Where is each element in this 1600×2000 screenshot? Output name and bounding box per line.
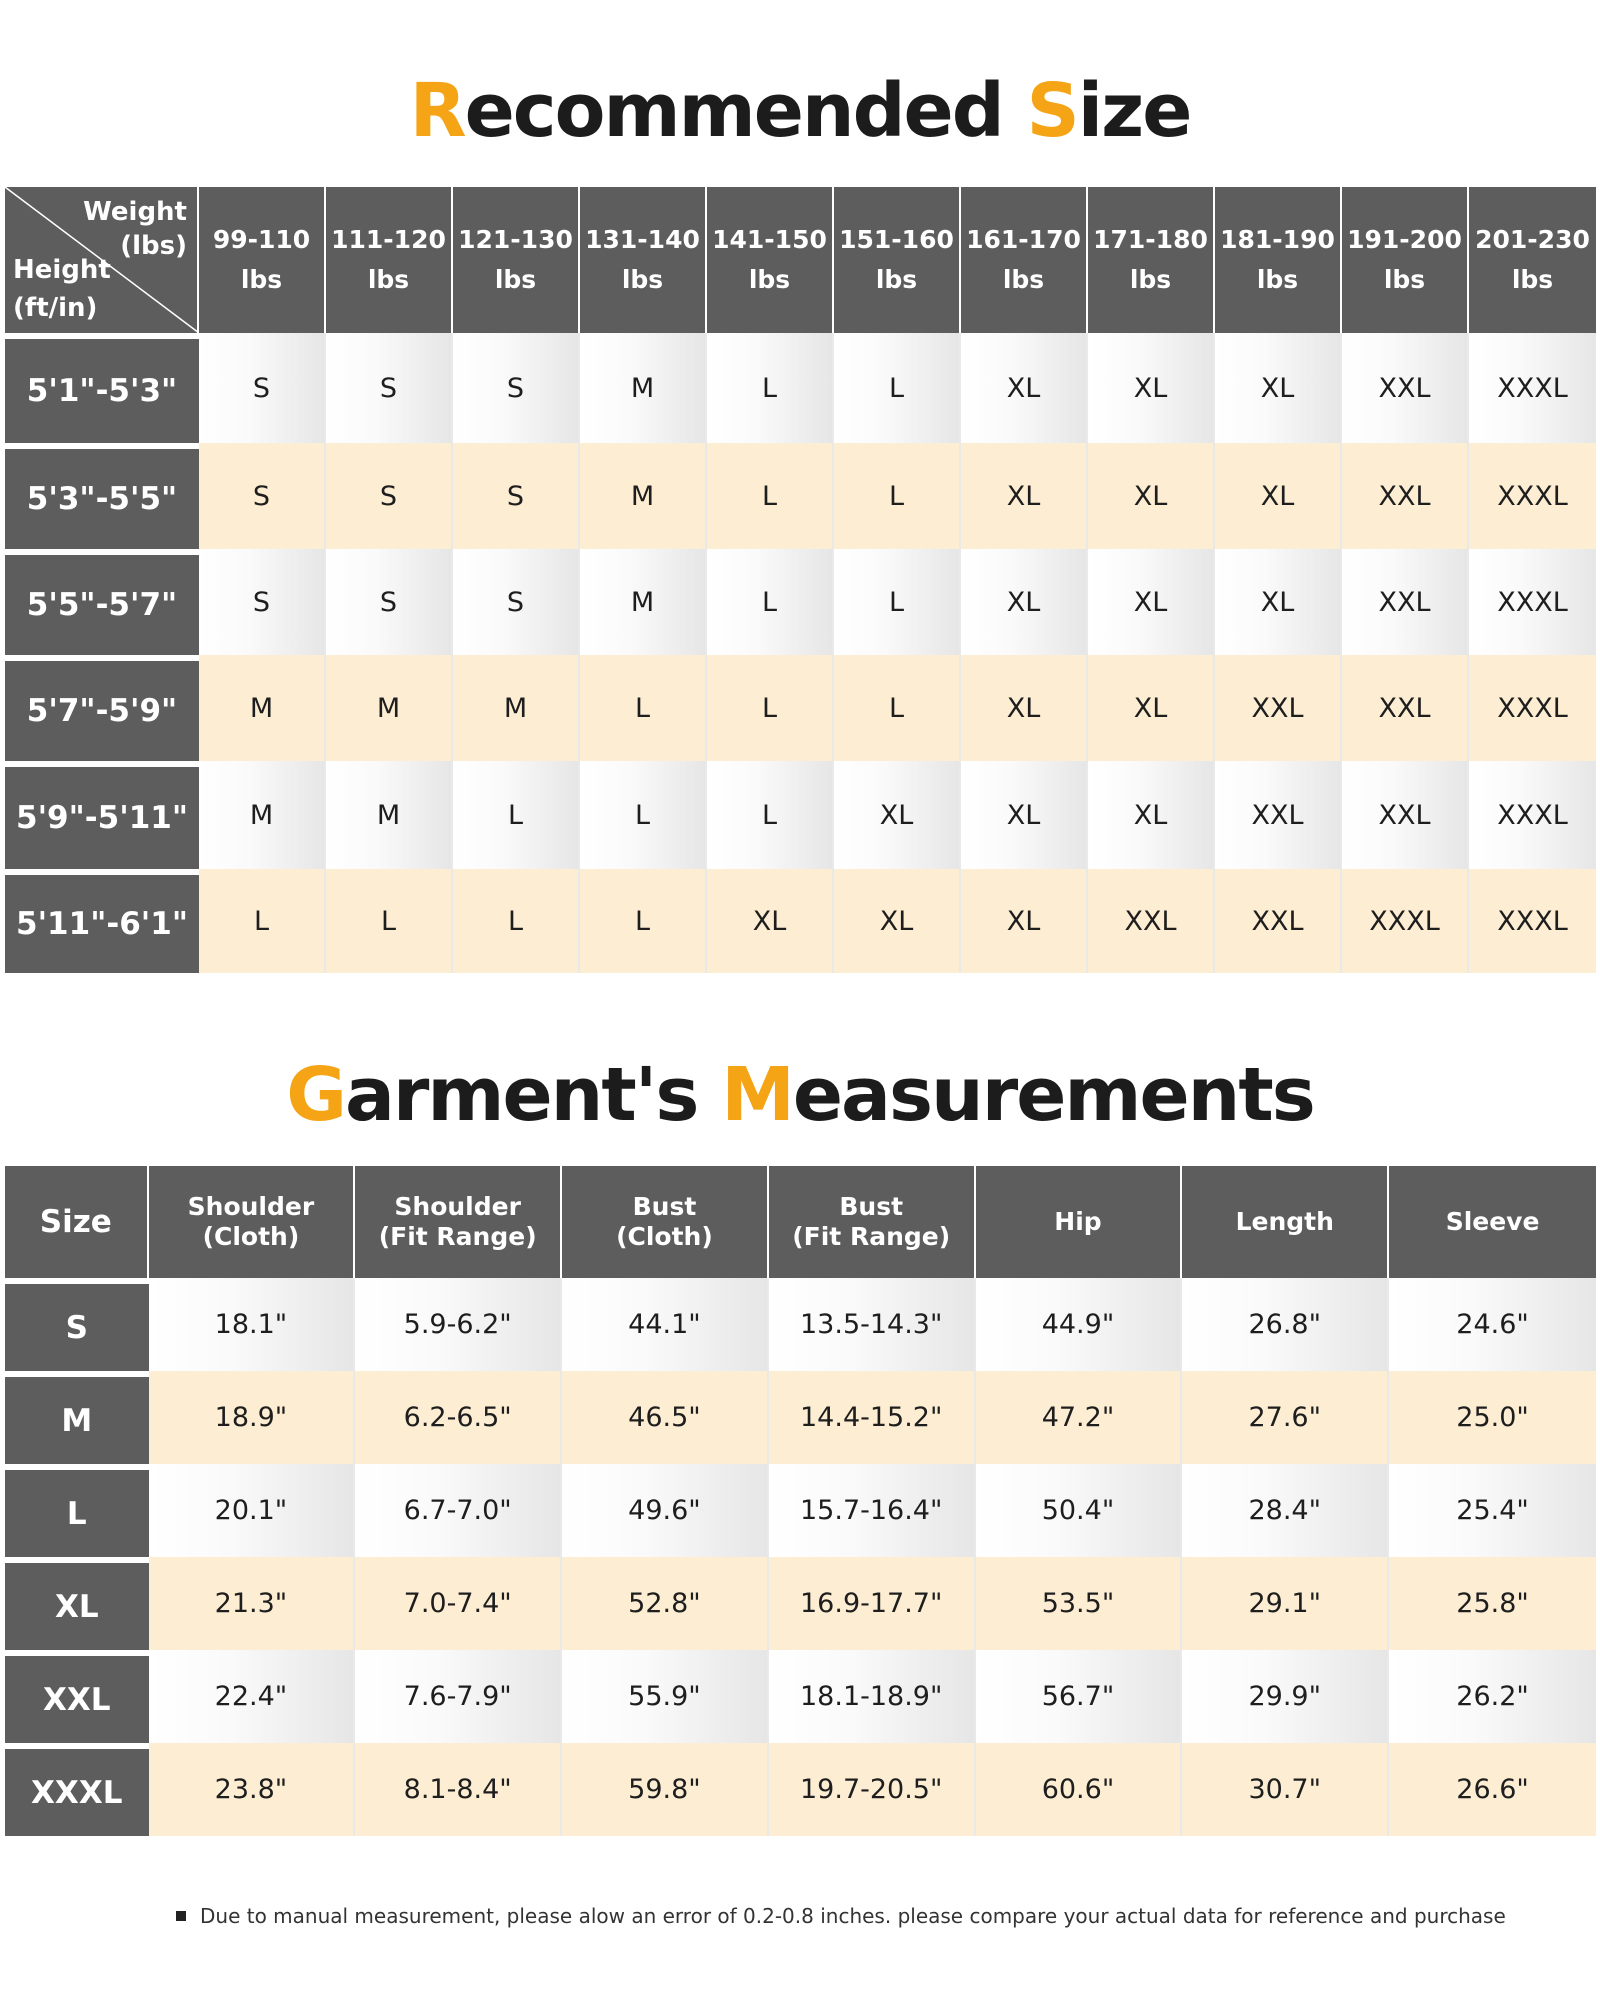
height-row-header: 5'1"-5'3" bbox=[5, 333, 199, 443]
height-weight-corner-header bbox=[5, 187, 199, 333]
measurement-cell: 49.6" bbox=[562, 1464, 769, 1557]
size-cell: L bbox=[834, 333, 961, 443]
measurement-column-header bbox=[769, 1166, 976, 1278]
size-cell: XL bbox=[1215, 549, 1342, 655]
size-cell: M bbox=[199, 655, 326, 761]
height-axis-label bbox=[13, 251, 111, 327]
size-cell: L bbox=[453, 869, 580, 973]
weight-range-label: lbs bbox=[748, 265, 791, 294]
title-accent-letter: G bbox=[286, 1052, 345, 1138]
size-cell: M bbox=[326, 655, 453, 761]
measurement-cell: 46.5" bbox=[562, 1371, 769, 1464]
size-cell: XXL bbox=[1342, 549, 1469, 655]
size-cell: XL bbox=[1215, 443, 1342, 549]
measurement-cell: 22.4" bbox=[149, 1650, 356, 1743]
size-cell: S bbox=[199, 443, 326, 549]
size-cell: L bbox=[453, 761, 580, 869]
weight-range-label: lbs bbox=[1256, 265, 1299, 294]
size-cell: L bbox=[834, 443, 961, 549]
size-row-header: XXXL bbox=[5, 1743, 149, 1836]
size-cell: S bbox=[453, 549, 580, 655]
measurement-cell: 59.8" bbox=[562, 1743, 769, 1836]
measurement-cell: 26.2" bbox=[1389, 1650, 1596, 1743]
weight-range-label: 181-190 bbox=[1220, 225, 1335, 254]
size-cell: XL bbox=[1215, 333, 1342, 443]
table-row bbox=[5, 443, 1596, 549]
size-cell: S bbox=[453, 333, 580, 443]
size-cell: XL bbox=[1088, 333, 1215, 443]
size-cell: XL bbox=[834, 869, 961, 973]
height-row-header: 5'7"-5'9" bbox=[5, 655, 199, 761]
measurement-column-header bbox=[5, 1166, 149, 1278]
bullet-icon bbox=[176, 1911, 186, 1921]
recommended-size-table bbox=[5, 187, 1596, 973]
size-cell: XL bbox=[834, 761, 961, 869]
weight-range-label: 111-120 bbox=[331, 225, 446, 254]
column-header-label: Shoulder bbox=[187, 1192, 315, 1221]
title-text: ize bbox=[1077, 68, 1191, 154]
measurement-cell: 7.6-7.9" bbox=[355, 1650, 562, 1743]
table-row bbox=[5, 1464, 1596, 1557]
size-cell: XXXL bbox=[1469, 761, 1596, 869]
size-cell: XXXL bbox=[1469, 333, 1596, 443]
weight-column-header bbox=[580, 187, 707, 333]
size-cell: S bbox=[199, 333, 326, 443]
size-cell: L bbox=[580, 655, 707, 761]
weight-range-label: 141-150 bbox=[712, 225, 827, 254]
size-cell: XXXL bbox=[1469, 869, 1596, 973]
column-header-label: Bust bbox=[839, 1192, 904, 1221]
weight-range-label: 171-180 bbox=[1093, 225, 1208, 254]
height-label-line2: (ft/in) bbox=[13, 293, 98, 323]
recommended-size-title bbox=[0, 68, 1600, 154]
column-header-label: (Cloth) bbox=[202, 1222, 300, 1251]
weight-range-label: lbs bbox=[1511, 265, 1554, 294]
measurement-cell: 15.7-16.4" bbox=[769, 1464, 976, 1557]
column-header-label: Hip bbox=[1054, 1207, 1102, 1236]
measurement-cell: 30.7" bbox=[1182, 1743, 1389, 1836]
measurement-cell: 26.8" bbox=[1182, 1278, 1389, 1371]
size-cell: S bbox=[453, 443, 580, 549]
size-row-header: L bbox=[5, 1464, 149, 1557]
measurement-cell: 50.4" bbox=[976, 1464, 1183, 1557]
weight-column-header bbox=[1215, 187, 1342, 333]
measurement-column-header bbox=[149, 1166, 356, 1278]
measurement-cell: 44.1" bbox=[562, 1278, 769, 1371]
measurement-cell: 24.6" bbox=[1389, 1278, 1596, 1371]
measurement-column-header bbox=[1182, 1166, 1389, 1278]
measurement-cell: 8.1-8.4" bbox=[355, 1743, 562, 1836]
measurement-cell: 5.9-6.2" bbox=[355, 1278, 562, 1371]
weight-column-header bbox=[961, 187, 1088, 333]
size-cell: M bbox=[453, 655, 580, 761]
size-row-header: M bbox=[5, 1371, 149, 1464]
weight-range-label: 121-130 bbox=[458, 225, 573, 254]
table-row bbox=[5, 1743, 1596, 1836]
size-cell: XL bbox=[1088, 761, 1215, 869]
column-header-label: (Cloth) bbox=[616, 1222, 713, 1251]
size-cell: XXL bbox=[1215, 869, 1342, 973]
weight-label-line2: (lbs) bbox=[120, 231, 187, 261]
size-cell: L bbox=[707, 443, 834, 549]
size-cell: L bbox=[707, 655, 834, 761]
height-row-header: 5'11"-6'1" bbox=[5, 869, 199, 973]
column-header-label: Sleeve bbox=[1445, 1207, 1540, 1236]
size-cell: M bbox=[199, 761, 326, 869]
measurement-cell: 18.1" bbox=[149, 1278, 356, 1371]
column-header-label: Length bbox=[1235, 1207, 1334, 1236]
measurement-cell: 60.6" bbox=[976, 1743, 1183, 1836]
weight-range-label: 99-110 bbox=[212, 225, 311, 254]
size-cell: XXL bbox=[1342, 655, 1469, 761]
measurement-cell: 53.5" bbox=[976, 1557, 1183, 1650]
size-cell: XXXL bbox=[1342, 869, 1469, 973]
weight-column-header bbox=[1088, 187, 1215, 333]
measurement-column-header bbox=[1389, 1166, 1596, 1278]
weight-range-label: lbs bbox=[240, 265, 283, 294]
measurement-cell: 6.7-7.0" bbox=[355, 1464, 562, 1557]
title-accent-letter: R bbox=[409, 68, 465, 154]
measurement-cell: 25.0" bbox=[1389, 1371, 1596, 1464]
weight-range-label: lbs bbox=[621, 265, 664, 294]
weight-label-line1: Weight bbox=[83, 197, 187, 227]
table-row bbox=[5, 655, 1596, 761]
height-row-header: 5'5"-5'7" bbox=[5, 549, 199, 655]
size-cell: S bbox=[326, 549, 453, 655]
size-cell: XL bbox=[1088, 655, 1215, 761]
size-cell: XL bbox=[961, 333, 1088, 443]
column-header-label: Shoulder bbox=[394, 1192, 521, 1221]
size-cell: L bbox=[707, 761, 834, 869]
weight-column-header bbox=[1342, 187, 1469, 333]
size-cell: M bbox=[580, 549, 707, 655]
measurement-cell: 52.8" bbox=[562, 1557, 769, 1650]
size-cell: XXL bbox=[1342, 761, 1469, 869]
table-row bbox=[5, 1650, 1596, 1743]
column-header-label: Size bbox=[39, 1204, 112, 1240]
weight-column-header bbox=[326, 187, 453, 333]
measurement-cell: 27.6" bbox=[1182, 1371, 1389, 1464]
measurement-cell: 19.7-20.5" bbox=[769, 1743, 976, 1836]
weight-column-header bbox=[453, 187, 580, 333]
measurement-cell: 47.2" bbox=[976, 1371, 1183, 1464]
garment-measurements-title bbox=[0, 1052, 1600, 1138]
title-text: ecommended bbox=[464, 68, 1027, 154]
weight-column-header bbox=[199, 187, 326, 333]
size-cell: XXL bbox=[1342, 443, 1469, 549]
table-row bbox=[5, 1371, 1596, 1464]
size-cell: M bbox=[326, 761, 453, 869]
measurement-cell: 13.5-14.3" bbox=[769, 1278, 976, 1371]
weight-range-label: 151-160 bbox=[839, 225, 954, 254]
measurement-column-header bbox=[562, 1166, 769, 1278]
column-header-label: Bust bbox=[632, 1192, 697, 1221]
size-cell: XL bbox=[961, 443, 1088, 549]
size-cell: L bbox=[834, 655, 961, 761]
size-cell: XXXL bbox=[1469, 655, 1596, 761]
measurement-cell: 26.6" bbox=[1389, 1743, 1596, 1836]
size-cell: L bbox=[580, 761, 707, 869]
measurement-column-header bbox=[976, 1166, 1183, 1278]
weight-range-label: lbs bbox=[1129, 265, 1172, 294]
measurement-cell: 16.9-17.7" bbox=[769, 1557, 976, 1650]
measurement-cell: 18.9" bbox=[149, 1371, 356, 1464]
size-cell: XL bbox=[1088, 549, 1215, 655]
column-header-label: (Fit Range) bbox=[378, 1222, 537, 1251]
table-row bbox=[5, 1557, 1596, 1650]
size-cell: S bbox=[326, 443, 453, 549]
height-row-header: 5'9"-5'11" bbox=[5, 761, 199, 869]
measurement-cell: 28.4" bbox=[1182, 1464, 1389, 1557]
measurement-cell: 14.4-15.2" bbox=[769, 1371, 976, 1464]
weight-range-label: 131-140 bbox=[585, 225, 700, 254]
weight-column-header bbox=[1469, 187, 1596, 333]
weight-range-label: lbs bbox=[1383, 265, 1426, 294]
measurement-cell: 20.1" bbox=[149, 1464, 356, 1557]
weight-column-header bbox=[707, 187, 834, 333]
size-cell: XXXL bbox=[1469, 549, 1596, 655]
measurement-cell: 21.3" bbox=[149, 1557, 356, 1650]
weight-range-label: 161-170 bbox=[966, 225, 1081, 254]
weight-range-label: lbs bbox=[875, 265, 918, 294]
measurement-cell: 18.1-18.9" bbox=[769, 1650, 976, 1743]
height-row-header: 5'3"-5'5" bbox=[5, 443, 199, 549]
measurement-cell: 25.4" bbox=[1389, 1464, 1596, 1557]
weight-range-label: 191-200 bbox=[1347, 225, 1462, 254]
size-cell: L bbox=[707, 333, 834, 443]
size-cell: XL bbox=[707, 869, 834, 973]
size-cell: XL bbox=[961, 655, 1088, 761]
weight-range-label: lbs bbox=[494, 265, 537, 294]
title-accent-letter: M bbox=[721, 1052, 793, 1138]
size-cell: XL bbox=[1088, 443, 1215, 549]
size-cell: XXL bbox=[1215, 655, 1342, 761]
table-row bbox=[5, 869, 1596, 973]
weight-range-label: lbs bbox=[1002, 265, 1045, 294]
weight-column-header bbox=[834, 187, 961, 333]
measurement-cell: 25.8" bbox=[1389, 1557, 1596, 1650]
size-cell: M bbox=[580, 333, 707, 443]
weight-range-label: lbs bbox=[367, 265, 410, 294]
size-cell: L bbox=[326, 869, 453, 973]
size-cell: M bbox=[580, 443, 707, 549]
title-text: easurements bbox=[792, 1052, 1314, 1138]
measurement-cell: 44.9" bbox=[976, 1278, 1183, 1371]
table-row bbox=[5, 761, 1596, 869]
measurement-cell: 23.8" bbox=[149, 1743, 356, 1836]
size-cell: XL bbox=[961, 761, 1088, 869]
weight-range-label: 201-230 bbox=[1475, 225, 1590, 254]
size-row-header: XXL bbox=[5, 1650, 149, 1743]
measurement-cell: 29.1" bbox=[1182, 1557, 1389, 1650]
height-label-line1: Height bbox=[13, 255, 111, 285]
measurement-footnote bbox=[176, 1904, 1506, 1928]
size-cell: L bbox=[199, 869, 326, 973]
table-row bbox=[5, 1278, 1596, 1371]
size-cell: S bbox=[326, 333, 453, 443]
table-row bbox=[5, 333, 1596, 443]
measurement-cell: 56.7" bbox=[976, 1650, 1183, 1743]
table-row bbox=[5, 549, 1596, 655]
size-row-header: XL bbox=[5, 1557, 149, 1650]
size-cell: XXL bbox=[1215, 761, 1342, 869]
size-cell: L bbox=[707, 549, 834, 655]
size-cell: XL bbox=[961, 549, 1088, 655]
size-cell: S bbox=[199, 549, 326, 655]
title-text: arment's bbox=[344, 1052, 722, 1138]
size-cell: XL bbox=[961, 869, 1088, 973]
garment-measurements-table bbox=[5, 1166, 1596, 1836]
measurement-column-header bbox=[355, 1166, 562, 1278]
size-row-header: S bbox=[5, 1278, 149, 1371]
title-accent-letter: S bbox=[1026, 68, 1078, 154]
footnote-text: Due to manual measurement, please alow an error of 0.2-0.8 inches. please compare your actual data for reference and purchase bbox=[200, 1904, 1506, 1928]
measurement-cell: 55.9" bbox=[562, 1650, 769, 1743]
measurement-cell: 7.0-7.4" bbox=[355, 1557, 562, 1650]
column-header-label: (Fit Range) bbox=[792, 1222, 951, 1251]
size-cell: XXL bbox=[1342, 333, 1469, 443]
size-cell: L bbox=[834, 549, 961, 655]
size-cell: L bbox=[580, 869, 707, 973]
size-cell: XXXL bbox=[1469, 443, 1596, 549]
measurement-cell: 6.2-6.5" bbox=[355, 1371, 562, 1464]
measurement-cell: 29.9" bbox=[1182, 1650, 1389, 1743]
size-cell: XXL bbox=[1088, 869, 1215, 973]
